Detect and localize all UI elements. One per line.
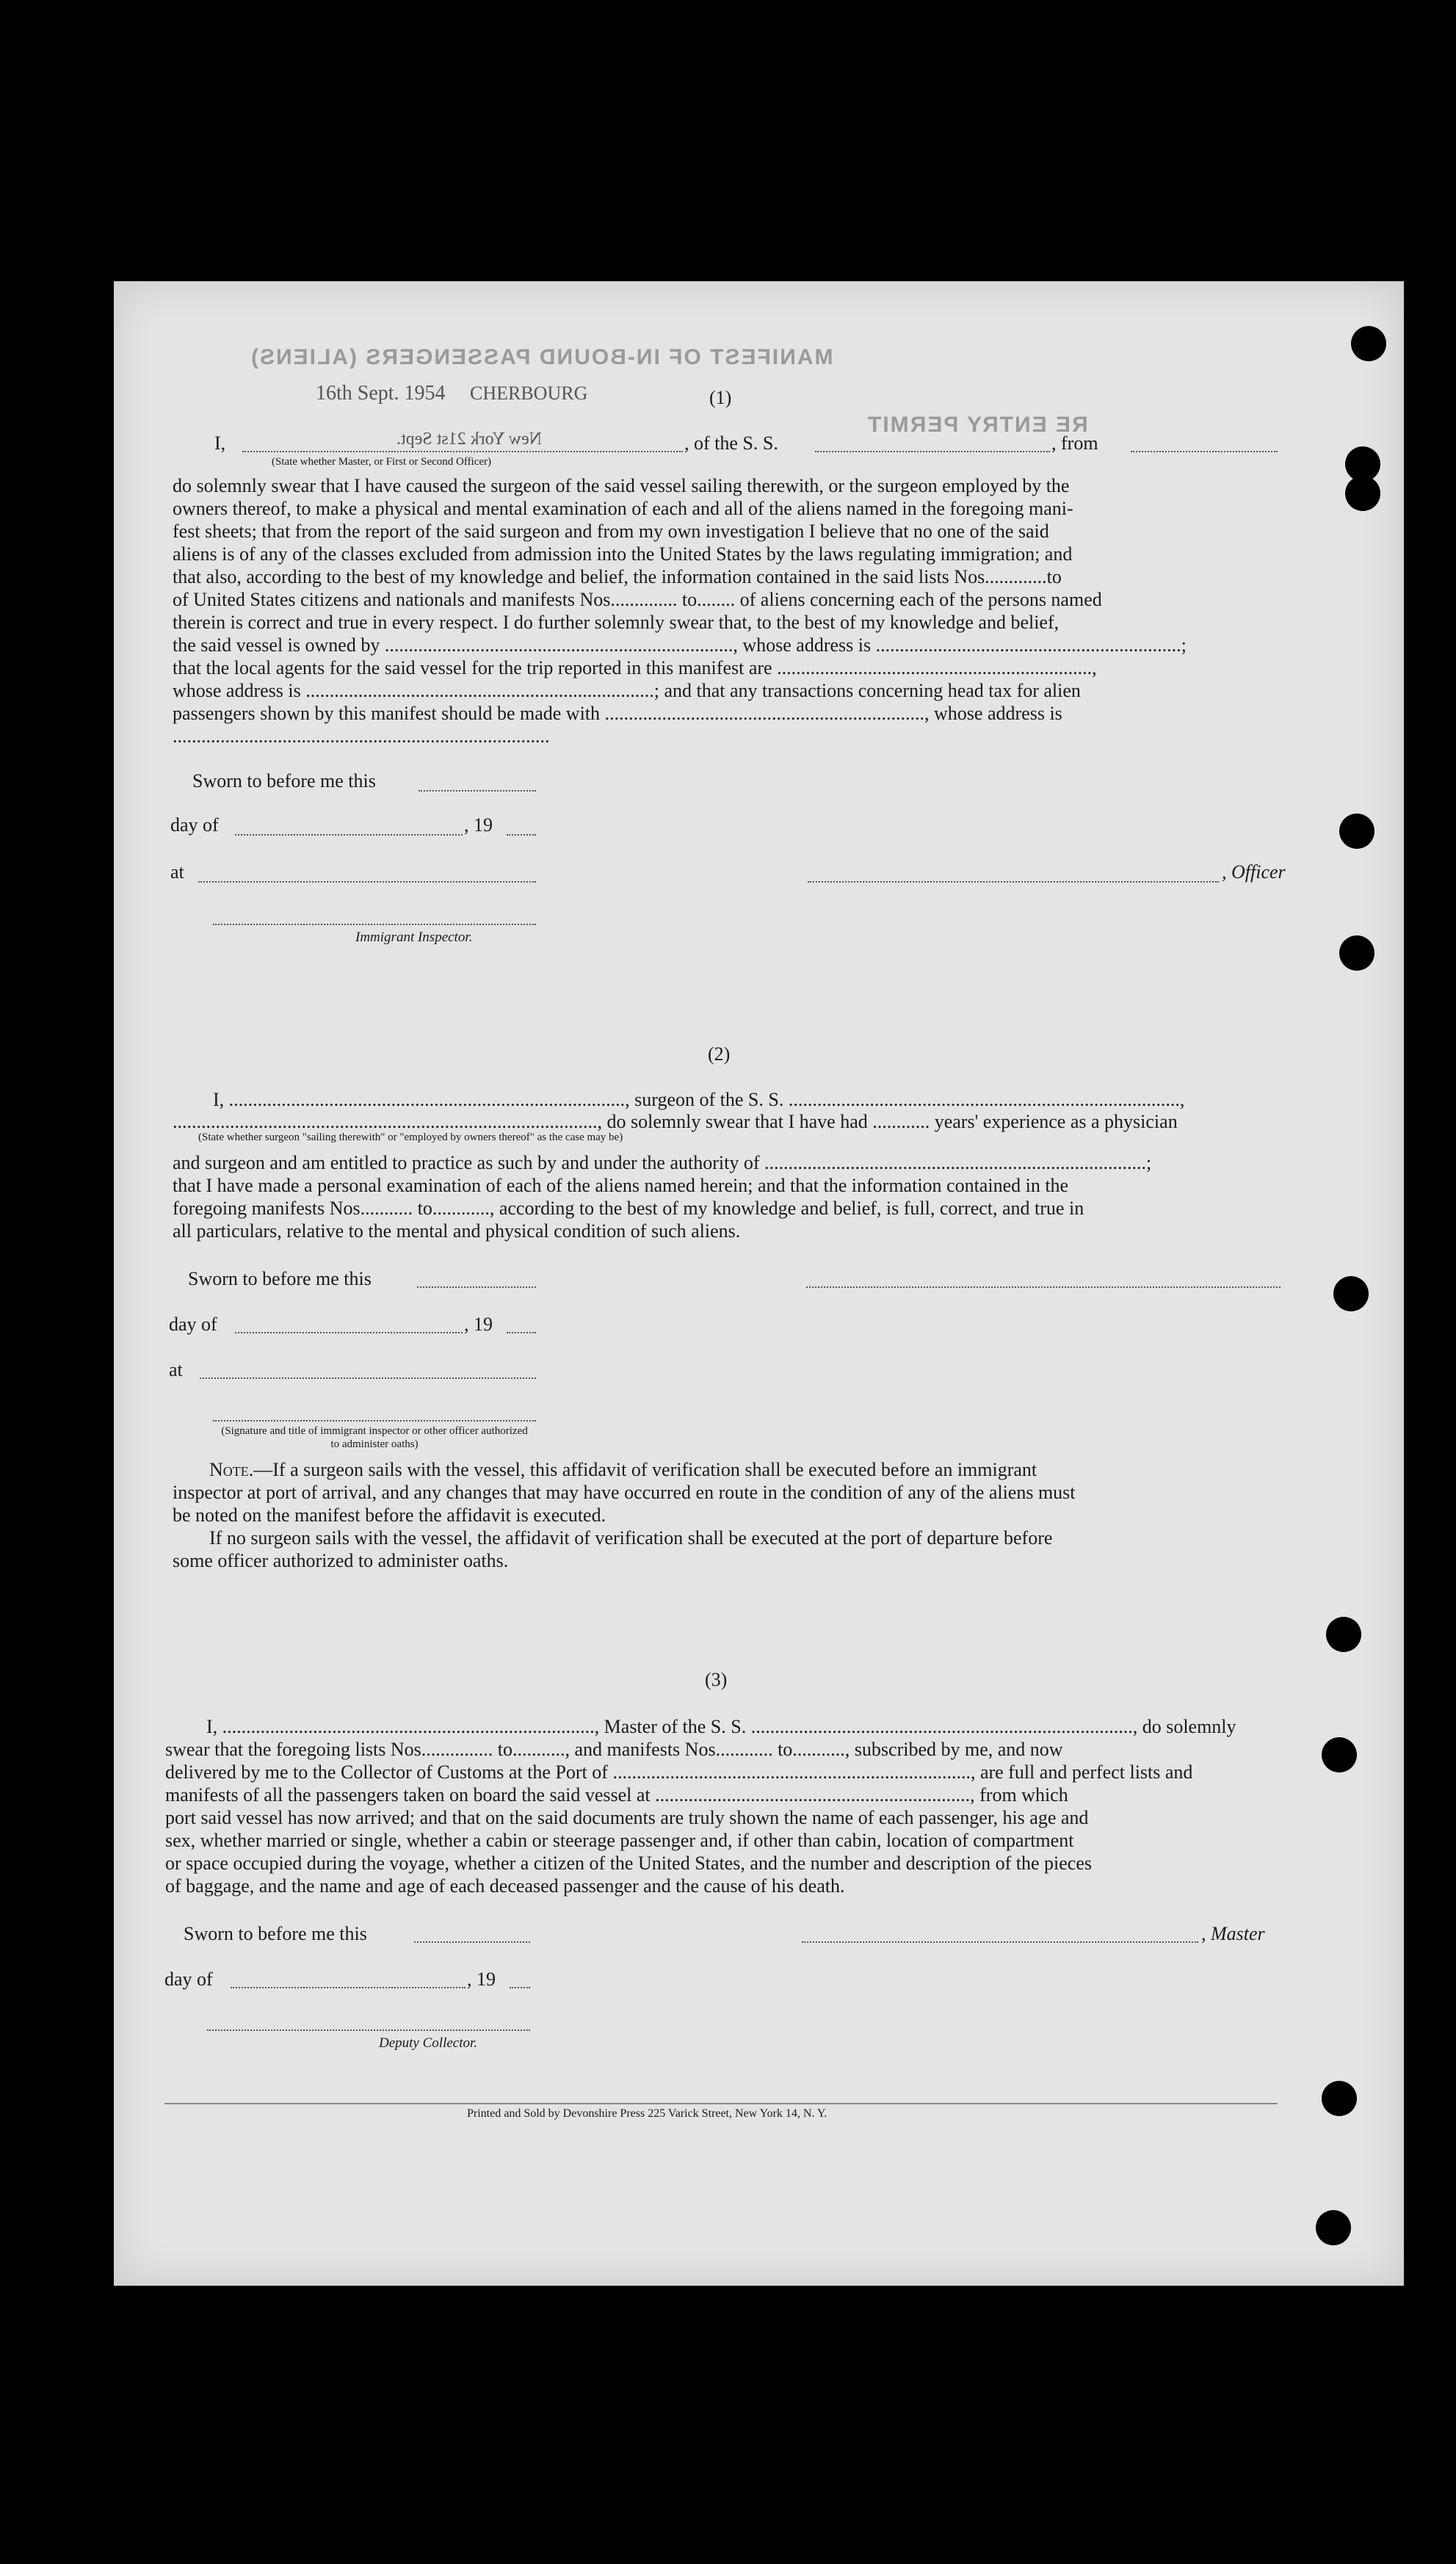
sworn-label: Sworn to before me this	[192, 770, 376, 792]
at-label: at	[169, 1359, 183, 1380]
day-of-label: day of	[164, 1969, 213, 1990]
manifest-title-showthrough: MANIFEST OF IN-BOUND PASSENGERS (ALIENS)	[250, 345, 833, 369]
blank-line	[417, 1286, 536, 1288]
note-line: some officer authorized to administer oaths.	[173, 1550, 509, 1571]
body-line: delivered by me to the Collector of Customs at the Port of ..........................................................................., are full and perfect lists and	[165, 1761, 1193, 1783]
of-ss-label: , of the S. S.	[684, 432, 778, 454]
collector-signature-line	[207, 2029, 530, 2031]
state-caption: (State whether Master, or First or Second Officer)	[272, 456, 492, 468]
body-line: foregoing manifests Nos........... to............, according to the best of my knowledge and belief, is full, correct, and true in	[173, 1198, 1084, 1219]
note-block	[173, 1458, 1281, 1572]
body-line: I, ..................................................................................., surgeon of the S. S. ..................................................................................,	[213, 1089, 1185, 1110]
inspector-caption: Immigrant Inspector.	[355, 930, 473, 945]
day-of-label: day of	[169, 1314, 217, 1335]
body-line: therein is correct and true in every respect. I do further solemnly swear that, to the best of my knowledge and belief,	[173, 612, 1060, 633]
punch-hole	[1322, 1737, 1357, 1772]
stamp-showthrough: RE ENTRY PERMIT	[866, 413, 1088, 437]
note-line: If no surgeon sails with the vessel, the affidavit of verification shall be executed at the port of departure before	[209, 1527, 1053, 1549]
blank-line	[200, 1377, 536, 1379]
blank-line	[507, 834, 536, 836]
note-text: If a surgeon sails with the vessel, this affidavit of verification shall be executed before an immigrant	[272, 1459, 1037, 1480]
inspector-signature-line	[213, 924, 536, 925]
note-line	[173, 1458, 1281, 1481]
surgeon-caption: (State whether surgeon "sailing therewith" or "employed by owners thereof" as the case may be)	[198, 1131, 623, 1143]
body-line: all particulars, relative to the mental and physical condition of such aliens.	[173, 1220, 741, 1242]
section-3-marker: (3)	[705, 1669, 728, 1690]
punch-hole	[1339, 814, 1374, 849]
section-1-opening: I,	[214, 432, 226, 454]
printer-imprint: Printed and Sold by Devonshire Press 225 Varick Street, New York 14, N. Y.	[467, 2107, 827, 2120]
officer-signature-line	[808, 881, 1219, 883]
body-line: I, .............................................................................., Master of the S. S. ................................................................................, do solemnly	[206, 1716, 1236, 1737]
body-line: fest sheets; that from the report of the said surgeon and from my own investigation I believe that no one of the said	[173, 521, 1049, 542]
arrival-note: New York 21st Sept.	[396, 430, 543, 449]
body-line: that also, according to the best of my knowledge and belief, the information contained in the said lists Nos.............to	[173, 566, 1062, 587]
body-line: and surgeon and am entitled to practice as such by and under the authority of ................................................................................;	[173, 1152, 1152, 1173]
punch-hole	[1326, 1617, 1361, 1652]
ship-port: CHERBOURG	[470, 383, 588, 404]
body-line: sex, whether married or single, whether a cabin or steerage passenger and, if other than cabin, location of compartment	[165, 1830, 1074, 1851]
at-label: at	[170, 861, 184, 883]
body-line: owners thereof, to make a physical and mental examination of each and all of the aliens named in the foregoing mani-	[173, 498, 1073, 519]
section-2-body	[173, 1151, 1281, 1242]
punch-hole	[1345, 476, 1380, 511]
body-line: ........................................................................................., do solemnly swear that I have had ............ years' experience as a physician	[173, 1111, 1178, 1132]
year-label: , 19	[467, 1969, 496, 1990]
body-line: whose address is .........................................................................; and that any transactions concerning head tax for alien	[173, 680, 1081, 701]
from-label: , from	[1051, 432, 1098, 454]
year-label: , 19	[464, 1314, 493, 1335]
blank-line	[235, 1332, 463, 1333]
blank-line	[414, 1941, 530, 1943]
section-3-body	[165, 1715, 1274, 1897]
note-line: be noted on the manifest before the affidavit is executed.	[173, 1504, 606, 1526]
blank-line	[1131, 451, 1278, 452]
inspector-caption: (Signature and title of immigrant inspector or other officer authorized to administer oaths)	[221, 1425, 528, 1450]
section-1-marker: (1)	[709, 387, 732, 408]
body-line: manifests of all the passengers taken on board the said vessel at .................................................................., from which	[165, 1784, 1068, 1806]
section-2-line1	[213, 1088, 1281, 1111]
blank-line	[507, 1332, 536, 1333]
body-line: ...............................................................................	[173, 725, 550, 747]
blank-line	[198, 881, 536, 883]
punch-hole	[1322, 2081, 1357, 2116]
body-line: passengers shown by this manifest should be made with ..................................................................., whose address is	[173, 703, 1062, 724]
section-2-line2	[173, 1110, 1281, 1133]
blank-line	[235, 834, 463, 836]
note-label: Note.—	[209, 1459, 273, 1480]
body-line: of United States citizens and nationals and manifests Nos.............. to........ of aliens concerning each of the persons named	[173, 589, 1102, 610]
day-of-label: day of	[170, 814, 219, 836]
year-label: , 19	[464, 814, 493, 836]
blank-line	[419, 790, 536, 792]
signature-line	[806, 1286, 1281, 1288]
body-line: do solemnly swear that I have caused the surgeon of the said vessel sailing therewith, or the surgeon employed by the	[173, 475, 1070, 496]
inspector-signature-line	[213, 1420, 536, 1422]
body-line: that the local agents for the said vessel for the trip reported in this manifest are ..................................................................,	[173, 657, 1097, 678]
punch-hole	[1351, 326, 1386, 361]
collector-caption: Deputy Collector.	[379, 2035, 478, 2051]
section-2-marker: (2)	[708, 1043, 731, 1065]
master-signature-line	[802, 1941, 1198, 1943]
punch-hole	[1333, 1276, 1369, 1311]
body-line: or space occupied during the voyage, whether a citizen of the United States, and the number and description of the pieces	[165, 1853, 1093, 1874]
blank-line	[815, 451, 1050, 452]
master-label: , Master	[1201, 1923, 1265, 1944]
sworn-label: Sworn to before me this	[184, 1923, 367, 1944]
blank-line	[510, 1987, 530, 1988]
punch-hole	[1339, 935, 1374, 971]
ship-date: 16th Sept. 1954	[316, 382, 446, 405]
officer-label: , Officer	[1222, 861, 1286, 883]
blank-line	[231, 1987, 466, 1988]
body-line: swear that the foregoing lists Nos............... to..........., and manifests Nos............ to..........., subscribed by me, and now	[165, 1739, 1063, 1760]
body-line: that I have made a personal examination of each of the aliens named herein; and that the information contained in the	[173, 1175, 1069, 1196]
blank-line	[242, 451, 683, 452]
body-line: port said vessel has now arrived; and that on the said documents are truly shown the name of each passenger, his age and	[165, 1807, 1089, 1828]
body-line: the said vessel is owned by ........................................................................., whose address is ................................................................;	[173, 634, 1187, 656]
section-1-body	[173, 474, 1281, 747]
footer-rule	[164, 2103, 1278, 2104]
note-line: inspector at port of arrival, and any changes that may have occurred en route in the condition of any of the aliens must	[173, 1482, 1076, 1503]
sworn-label: Sworn to before me this	[188, 1268, 372, 1289]
punch-hole	[1316, 2210, 1351, 2245]
body-line: of baggage, and the name and age of each deceased passenger and the cause of his death.	[165, 1875, 845, 1897]
body-line: aliens is of any of the classes excluded from admission into the United States by the laws regulating immigration; and	[173, 543, 1073, 565]
